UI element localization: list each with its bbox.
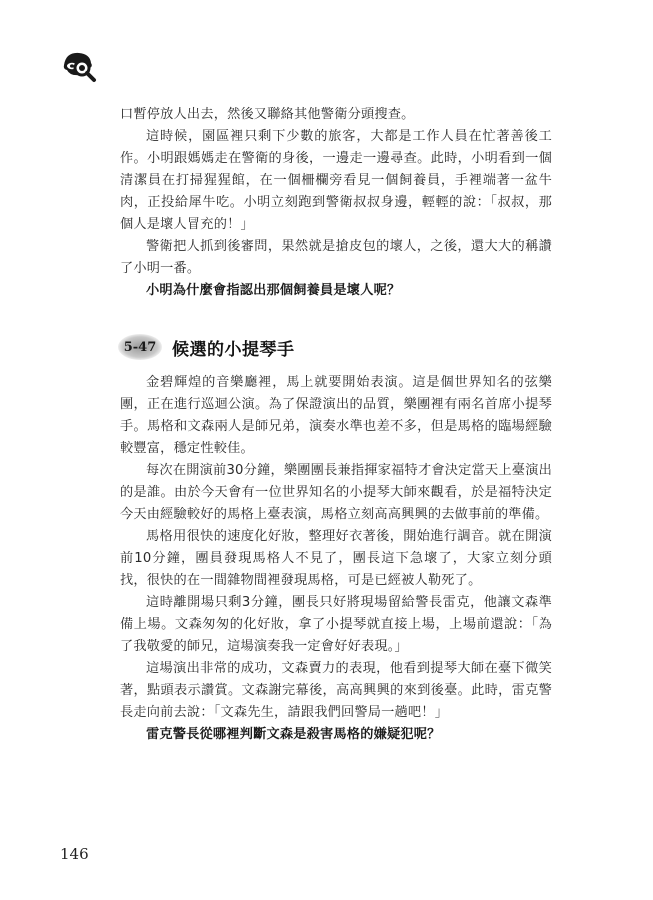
- section-title: 候選的小提琴手: [172, 339, 295, 360]
- continued-story: [120, 104, 552, 302]
- section-heading: [118, 334, 295, 360]
- paragraph-2: 這時候，園區裡只剩下少數的旅客，大都是工作人員在忙著善後工作。小明跟媽媽走在警衛的身後，一邊走一邊尋查。此時，小明看到一個清潔員在打掃猩猩館，在一個柵欄旁看見一個飼養員，手裡端著一盆牛肉，正投給犀牛吃。小明立刻跑到警衛叔叔身邊，輕輕的說：「叔叔，那個人是壞人冒充的！」: [120, 129, 552, 232]
- section-question: 雷克警長從哪裡判斷文森是殺害馬格的嫌疑犯呢？: [146, 727, 441, 742]
- section-paragraph-2: 每次在開演前30分鐘，樂團團長兼指揮家福特才會決定當天上臺演出的是誰。由於今天會有一位世界知名的小提琴大師來觀看，於是福特決定今天由經驗較好的馬格上臺表演，馬格立刻高高興興的去做事前的準備。: [120, 463, 552, 522]
- story-question: 小明為什麼會指認出那個飼養員是壞人呢？: [146, 283, 401, 298]
- section-paragraph-1: 金碧輝煌的音樂廳裡，馬上就要開始表演。這是個世界知名的弦樂團，正在進行巡迴公演。為了保證演出的品質，樂團裡有兩名首席小提琴手。馬格和文森兩人是師兄弟，演奏水準也差不多，但是馬格的臨場經驗較豐富，穩定性較佳。: [120, 375, 552, 456]
- section-story: [120, 372, 552, 746]
- paragraph-1: 口暫停放人出去，然後又聯絡其他警衛分頭搜查。: [120, 107, 415, 122]
- section-paragraph-5: 這場演出非常的成功，文森賣力的表現，他看到提琴大師在臺下微笑著，點頭表示讚賞。文森謝完幕後，高高興興的來到後臺。此時，雷克警長走向前去說：「文森先生，請跟我們回警局一趟吧！」: [120, 661, 552, 720]
- page-number: 146: [60, 845, 89, 863]
- section-number-badge: 5-47: [118, 334, 162, 360]
- section-paragraph-3: 馬格用很快的速度化好妝，整理好衣著後，開始進行調音。就在開演前10分鐘，團員發現馬格人不見了，團長這下急壞了，大家立刻分頭找，很快的在一間雜物間裡發現馬格，可是已經被人勒死了。: [120, 529, 552, 588]
- paragraph-3: 警衛把人抓到後審問，果然就是搶皮包的壞人，之後，還大大的稱讚了小明一番。: [120, 239, 552, 276]
- detective-magnifier-icon: [60, 48, 98, 84]
- section-paragraph-4: 這時離開場只剩3分鐘，團長只好將現場留給警長雷克，他讓文森準備上場。文森匆匆的化好妝，拿了小提琴就直接上場，上場前還說：「為了我敬愛的師兄，這場演奏我一定會好好表現。」: [120, 595, 552, 654]
